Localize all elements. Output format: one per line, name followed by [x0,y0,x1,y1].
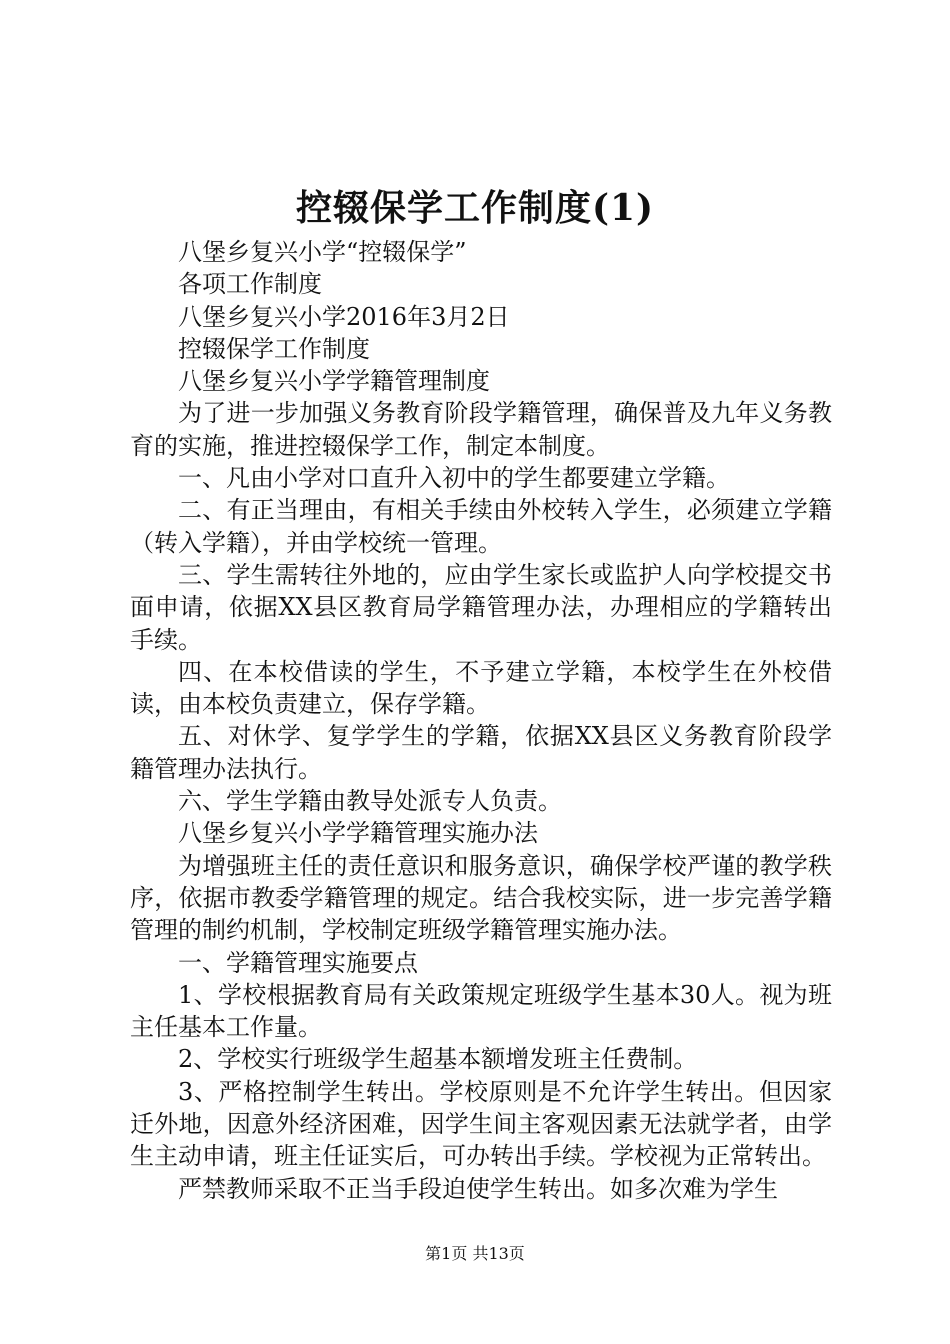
paragraph: 严禁教师采取不正当手段迫使学生转出。如多次难为学生 [178,1174,778,1203]
paragraph: 三、学生需转往外地的，应由学生家长或监护人向学校提交书面申请，依据XX县区教育局学籍管理办法，办理相应的学籍转出手续。 [130,560,832,654]
paragraph: 六、学生学籍由教导处派专人负责。 [178,787,562,816]
paragraph: 五、对休学、复学学生的学籍，依据XX县区义务教育阶段学籍管理办法执行。 [130,722,832,783]
paragraph: 一、凡由小学对口直升入初中的学生都要建立学籍。 [178,464,730,493]
document-body [130,236,832,1205]
paragraph: 一、学籍管理实施要点 [178,948,418,977]
paragraph: 1、学校根据教育局有关政策规定班级学生基本30人。视为班主任基本工作量。 [130,980,832,1042]
paragraph: 2、学校实行班级学生超基本额增发班主任费制。 [178,1045,698,1074]
paragraph: 八堡乡复兴小学学籍管理实施办法 [178,819,538,848]
paragraph: 八堡乡复兴小学学籍管理制度 [178,367,490,396]
paragraph: 二、有正当理由，有相关手续由外校转入学生，必须建立学籍（转入学籍），并由学校统一管理。 [130,496,832,557]
page-footer: 第1页 共13页 [425,1244,525,1263]
paragraph: 为增强班主任的责任意识和服务意识，确保学校严谨的教学秩序，依据市教委学籍管理的规定。结合我校实际，进一步完善学籍管理的制约机制，学校制定班级学籍管理实施办法。 [130,851,832,945]
document-title: 控辍保学工作制度(1) [295,187,655,229]
paragraph: 四、在本校借读的学生，不予建立学籍，本校学生在外校借读，由本校负责建立，保存学籍。 [130,657,832,719]
paragraph: 3、严格控制学生转出。学校原则是不允许学生转出。但因家迁外地，因意外经济困难，因学生间主客观因素无法就学者，由学生主动申请，班主任证实后，可办转出手续。学校视为正常转出。 [130,1077,832,1171]
paragraph: 为了进一步加强义务教育阶段学籍管理，确保普及九年义务教育的实施，推进控辍保学工作，制定本制度。 [130,399,832,460]
paragraph: 控辍保学工作制度 [178,334,370,363]
paragraph: 八堡乡复兴小学“控辍保学” [178,238,467,266]
paragraph: 各项工作制度 [178,270,322,299]
paragraph: 八堡乡复兴小学2016年3月2日 [178,302,510,331]
